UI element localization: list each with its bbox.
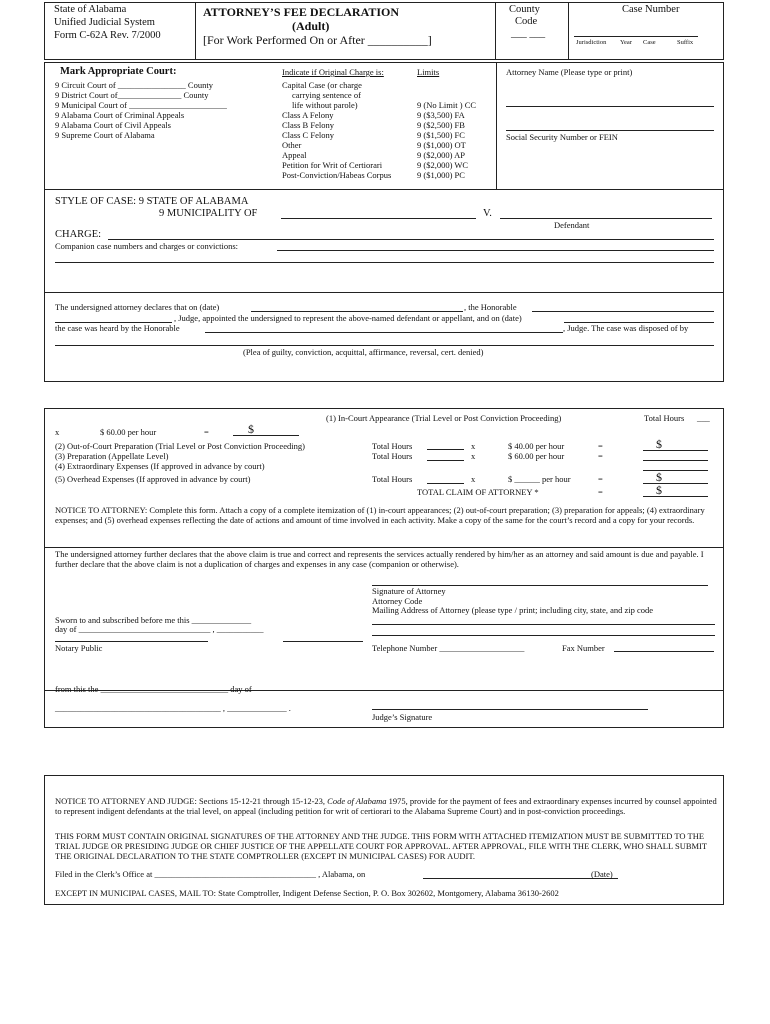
honorable-label: , the Honorable <box>464 302 517 312</box>
versus-label: V. <box>483 208 492 219</box>
court-item-district[interactable]: 9 District Court of_______________ County <box>55 90 209 100</box>
equals-sign: = <box>598 474 603 484</box>
companion-label: Companion case numbers and charges or convictions: <box>55 241 239 251</box>
municipality-option[interactable]: 9 MUNICIPALITY OF <box>159 208 258 219</box>
out-court-dollar: $ <box>656 437 662 451</box>
multiply-sign: x <box>55 427 60 437</box>
form-title: ATTORNEY’S FEE DECLARATION <box>203 5 400 19</box>
work-period: [For Work Performed On or After __________] <box>203 33 432 47</box>
in-court-rate: $ 60.00 per hour <box>100 427 157 437</box>
sworn-text: Sworn to and subscribed before me this ______________ <box>55 615 252 625</box>
filed-date-label: (Date) <box>591 869 613 879</box>
overhead-rate[interactable]: $ ______ per hour <box>508 474 571 484</box>
charge-limit-cc[interactable]: 9 (No Limit ) CC <box>417 100 477 110</box>
charge-label: Class B Felony <box>282 120 334 130</box>
appellate-label: (3) Preparation (Appellate Level) <box>55 451 169 461</box>
judicial-system: Unified Judicial System <box>54 17 155 28</box>
overhead-label: (5) Overhead Expenses (If approved in advance by court) <box>55 474 251 484</box>
declaration-date-label: The undersigned attorney declares that on (date) <box>55 302 220 312</box>
charge-label-main: CHARGE: <box>55 229 102 240</box>
in-court-dollar: $ <box>248 422 254 436</box>
court-heading: Mark Appropriate Court: <box>60 66 177 77</box>
fax-field[interactable] <box>614 651 714 652</box>
equals-sign: = <box>204 427 209 437</box>
out-court-hours-field[interactable] <box>427 449 464 450</box>
in-court-hours-label: Total Hours <box>644 413 685 423</box>
ssn-label: Social Security Number or FEIN <box>506 132 618 142</box>
fax-label: Fax Number <box>562 643 605 653</box>
extraordinary-amount-field[interactable] <box>643 470 708 471</box>
county-label: County <box>509 4 540 15</box>
filed-date-field[interactable] <box>423 878 618 879</box>
charge-limit-fa[interactable]: 9 ($3,500) FA <box>417 110 465 120</box>
defendant-field[interactable] <box>500 218 712 219</box>
charge-label: Class C Felony <box>282 130 334 140</box>
appellate-rate: $ 60.00 per hour <box>508 451 565 461</box>
court-item-circuit[interactable]: 9 Circuit Court of ________________ County <box>55 80 213 90</box>
certification-text: The undersigned attorney further declares that the above claim is true and correct and represents the services actually rendered by him/her as an attorney and said amount is due and payable. I further declare that the above claim is not a duplication of charges and expenses in any case (companion or otherwise). <box>55 549 704 569</box>
case-suffix: Suffix <box>677 39 694 46</box>
court-item-criminal-appeals[interactable]: 9 Alabama Court of Criminal Appeals <box>55 110 185 120</box>
mailing-address-field[interactable] <box>372 624 715 625</box>
appointment-text: , Judge, appointed the undersigned to represent the above-named defendant or appellant, and on (date) <box>174 313 522 323</box>
notice-judge-para2: THIS FORM MUST CONTAIN ORIGINAL SIGNATURES OF THE ATTORNEY AND THE JUDGE. THIS FORM WITH ATTACHED ITEMIZATION MUST BE SUBMITTED TO THE TRIAL JUDGE OR PRESIDING JUDGE OR CHIEF JUSTICE OF THE APPELLATE COURT FOR APPROVAL. AFTER APPROVAL, FILE WITH THE CLERK, WHO SHALL SUBMIT THE ORIGINAL DECLARATION TO THE STATE COMPTROLLER (EXCEPT IN MUNICIPAL CASES) FOR AUDIT. <box>55 831 707 861</box>
telephone-label[interactable]: Telephone Number ____________________ <box>372 643 525 653</box>
attorney-notice: NOTICE TO ATTORNEY: Complete this form. Attach a copy of a complete itemization of (1) in-court appearances; (2) out-of-court preparation; (3) preparation for appeals; (4) extraordinary expenses; and (5) overhead expenses reflecting the date of actions and amount of time involved in each activity. Make a copy of the same for the court’s record and a copy for your records. <box>55 505 705 525</box>
court-item-supreme[interactable]: 9 Supreme Court of Alabama <box>55 130 155 140</box>
extraordinary-label: (4) Extraordinary Expenses (If approved in advance by court) <box>55 461 265 471</box>
hearing-judge-field[interactable] <box>205 332 563 333</box>
total-claim-field[interactable] <box>643 496 708 497</box>
appellate-hours-field[interactable] <box>427 460 464 461</box>
charge-label: Capital Case (or charge <box>282 80 362 90</box>
in-court-label: (1) In-Court Appearance (Trial Level or Post Conviction Proceeding) <box>326 413 562 423</box>
heard-by-label: the case was heard by the Honorable <box>55 323 180 333</box>
notary-signature-field[interactable] <box>55 641 208 642</box>
total-claim-label: TOTAL CLAIM OF ATTORNEY * <box>417 487 539 497</box>
notary-label: Notary Public <box>55 643 103 653</box>
code-blank[interactable]: ___ ___ <box>511 28 546 39</box>
disposition-field[interactable] <box>55 345 714 346</box>
case-case: Case <box>643 39 656 46</box>
approval-from-this[interactable]: from this the ______________________________ day of <box>55 684 252 694</box>
charge-label: Petition for Writ of Certiorari <box>282 160 383 170</box>
judge-signature-label: Judge’s Signature <box>372 712 433 722</box>
form-subtitle: (Adult) <box>292 19 330 33</box>
charge-limit-pc[interactable]: 9 ($1,000) PC <box>417 170 465 180</box>
charge-limit-fb[interactable]: 9 ($2,500) FB <box>417 120 465 130</box>
overhead-dollar: $ <box>656 470 662 484</box>
mailing-instructions: EXCEPT IN MUNICIPAL CASES, MAIL TO: State Comptroller, Indigent Defense Section, P. O. Box 302602, Montgomery, Alabama 36130-2602 <box>55 888 559 898</box>
mailing-address-label: Mailing Address of Attorney (please type / print; including city, state, and zip code <box>372 605 654 615</box>
equals-sign: = <box>598 451 603 461</box>
case-year: Year <box>620 39 632 46</box>
notice-judge-para1: NOTICE TO ATTORNEY AND JUDGE: Sections 15-12-21 through 15-12-23, Code of Alabama 1975, provide for the payment of fees and extraordinary expenses incurred by counsel appointed to represent indigent defendants at the trial level, on appeal (including petition for writ of certiorari to the Alabama Supreme Court) and in post-conviction proceedings. <box>55 796 717 816</box>
sworn-day-of[interactable]: day of _______________________________ , ___________ <box>55 624 264 634</box>
out-court-amount-field[interactable] <box>643 450 708 451</box>
overhead-hours-label: Total Hours <box>372 474 413 484</box>
case-number-label: Case Number <box>622 4 680 15</box>
multiply-sign: x <box>471 451 476 461</box>
court-item-municipal[interactable]: 9 Municipal Court of _______________________ <box>55 100 227 110</box>
charge-limit-wc[interactable]: 9 ($2,000) WC <box>417 160 469 170</box>
multiply-sign: x <box>471 441 476 451</box>
filed-in-clerk: Filed in the Clerk’s Office at ______________________________________ , Alabama, on <box>55 869 366 879</box>
defendant-label: Defendant <box>554 220 590 230</box>
charge-label: Post-Conviction/Habeas Corpus <box>282 170 392 180</box>
style-of-case: STYLE OF CASE: 9 STATE OF ALABAMA <box>55 196 249 207</box>
charge-label: Appeal <box>282 150 307 160</box>
attorney-code-label: Attorney Code <box>372 596 423 606</box>
in-court-hours-field[interactable]: ___ <box>697 413 710 423</box>
multiply-sign: x <box>471 474 476 484</box>
in-court-amount-field[interactable] <box>233 435 299 436</box>
equals-sign: = <box>598 487 603 497</box>
attorney-name-field[interactable] <box>506 106 714 107</box>
overhead-amount-field[interactable] <box>643 483 708 484</box>
court-item-civil-appeals[interactable]: 9 Alabama Court of Civil Appeals <box>55 120 171 130</box>
charge-label: Other <box>282 140 302 150</box>
disposed-label: , Judge. The case was disposed of by <box>563 323 689 333</box>
charge-field[interactable] <box>108 239 714 240</box>
state-name: State of Alabama <box>54 4 127 15</box>
code-label: Code <box>515 16 538 27</box>
total-dollar: $ <box>656 483 662 497</box>
charge-label: life without parole) <box>292 100 358 110</box>
appellate-hours-label: Total Hours <box>372 451 413 461</box>
overhead-hours-field[interactable] <box>427 483 464 484</box>
out-court-hours-label: Total Hours <box>372 441 413 451</box>
appointing-judge-field[interactable] <box>532 311 714 312</box>
form-number: Form C-62A Rev. 7/2000 <box>54 30 161 41</box>
out-court-label: (2) Out-of-Court Preparation (Trial Level or Post Conviction Proceeding) <box>55 441 305 451</box>
charge-limit-ot[interactable]: 9 ($1,000) OT <box>417 140 466 150</box>
charge-limit-ap[interactable]: 9 ($2,000) AP <box>417 150 465 160</box>
limits-heading: Limits <box>417 67 440 77</box>
attorney-name-label: Attorney Name (Please type or print) <box>506 67 633 77</box>
disposition-hint: (Plea of guilty, conviction, acquittal, affirmance, reversal, cert. denied) <box>243 347 484 357</box>
appellate-amount-field[interactable] <box>643 460 708 461</box>
charge-heading: Indicate if Original Charge is: <box>282 67 384 77</box>
judge-signature-field[interactable] <box>372 709 648 710</box>
charge-label: Class A Felony <box>282 110 334 120</box>
charge-limit-fc[interactable]: 9 ($1,500) FC <box>417 130 465 140</box>
equals-sign: = <box>598 441 603 451</box>
case-jurisdiction: Jurisdiction <box>576 39 607 46</box>
attorney-signature-label: Signature of Attorney <box>372 586 446 596</box>
charge-label: carrying sentence of <box>292 90 361 100</box>
approval-date[interactable]: _______________________________________ , ______________ . <box>55 703 291 713</box>
appointment-date-field[interactable] <box>251 311 463 312</box>
out-court-rate: $ 40.00 per hour <box>508 441 565 451</box>
